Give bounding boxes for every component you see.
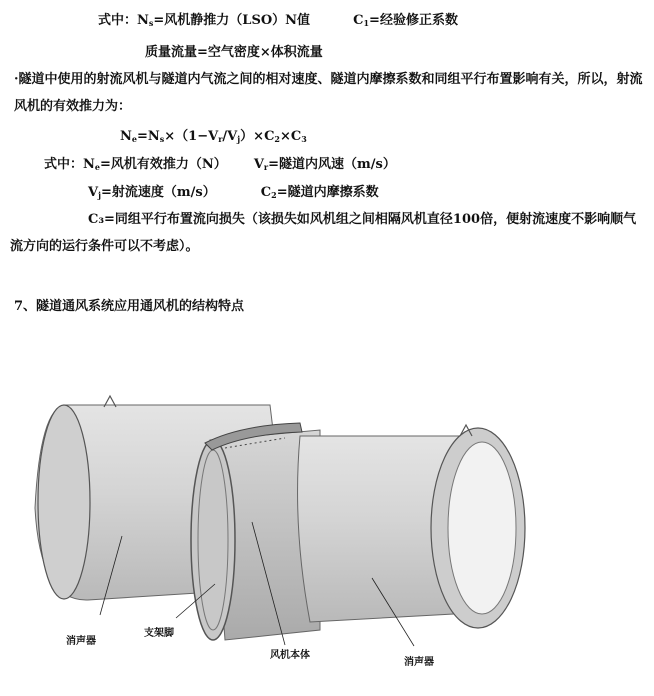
- subscript: j: [98, 190, 101, 200]
- text-segment: =风机静推力（LSO）N值: [153, 13, 311, 28]
- subscript: s: [159, 134, 165, 144]
- formula-mass-flow: 质量流量=空气密度×体积流量: [145, 45, 323, 60]
- label-support-leg: 支架脚: [144, 628, 174, 639]
- text-segment: 式中：N: [98, 13, 149, 28]
- label-fan-body: 风机本体: [270, 650, 310, 661]
- paragraph-c3-definition: C₃=同组平行布置流向损失（该损失如风机组之间相隔风机直径100倍，便射流速度不影响顺气流方向的运行条件可以不考虑）。: [10, 212, 637, 254]
- text-segment: V: [88, 185, 99, 200]
- subscript: j: [237, 134, 241, 144]
- text-segment: V: [253, 157, 264, 172]
- paragraph-effective-thrust: ·隧道中使用的射流风机与隧道内气流之间的相对速度、隧道内摩擦系数和同组平行布置影响有关，所以，射流风机的有效推力为：: [14, 72, 643, 114]
- text-segment: 式中：N: [44, 157, 95, 172]
- subscript: 1: [363, 18, 370, 28]
- text-segment: C: [260, 185, 272, 200]
- text-segment: =射流速度（m/s）: [101, 185, 216, 200]
- formula-static-thrust: [98, 12, 458, 32]
- text-segment: C: [353, 13, 364, 28]
- subscript: e: [94, 162, 100, 172]
- text-segment: =N: [136, 129, 160, 144]
- text-segment: ×C: [280, 129, 302, 144]
- text-segment: /V: [222, 129, 238, 144]
- formula-effective-thrust: [120, 128, 307, 148]
- formula-definitions-1: [44, 156, 396, 176]
- text-segment: =隧道内摩擦系数: [276, 185, 379, 200]
- jet-fan-figure: [0, 330, 654, 696]
- text-segment: =经验修正系数: [369, 13, 458, 28]
- subscript: r: [263, 162, 269, 172]
- text-segment: =风机有效推力（N）: [99, 157, 227, 172]
- text-segment: N: [120, 129, 132, 144]
- subscript: r: [218, 134, 223, 144]
- section-heading: 7、隧道通风系统应用通风机的结构特点: [14, 299, 245, 314]
- subscript: s: [148, 18, 154, 28]
- label-muffler-right: 消声器: [404, 657, 434, 668]
- subscript: 3: [301, 134, 307, 144]
- subscript: 2: [271, 190, 277, 200]
- right-muffler: [298, 425, 525, 628]
- subscript: 2: [274, 134, 280, 144]
- text-segment: =隧道内风速（m/s）: [268, 157, 396, 172]
- label-muffler-left: 消声器: [66, 636, 96, 647]
- subscript: e: [131, 134, 137, 144]
- text-segment: ×（1−V: [164, 129, 219, 144]
- text-segment: ）×C: [240, 129, 275, 144]
- formula-definitions-2: [88, 184, 379, 204]
